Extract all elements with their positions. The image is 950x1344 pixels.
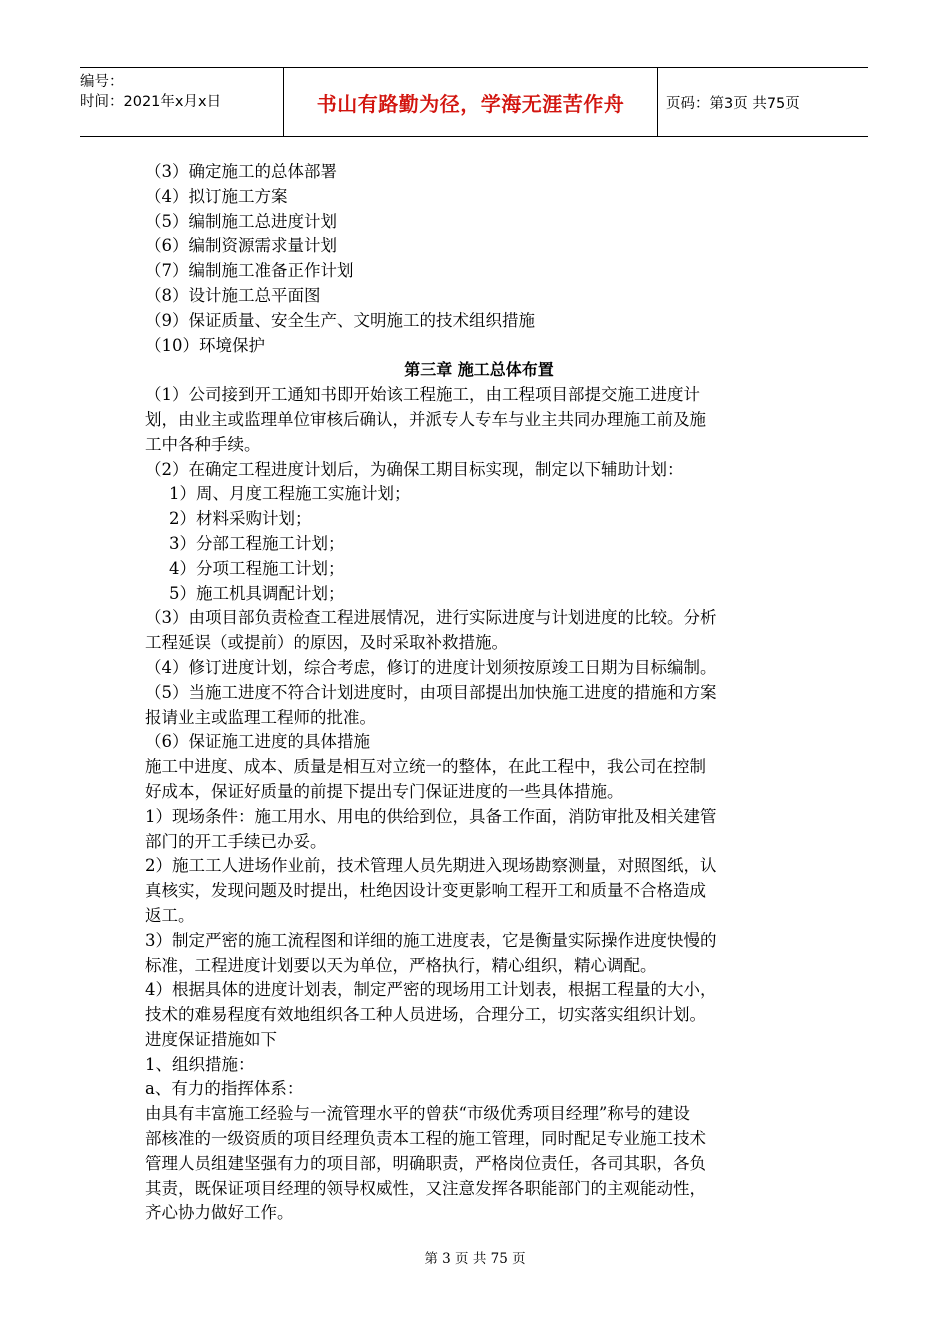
text-line: 部门的开工手续已办妥。 <box>145 831 327 851</box>
text-line: 工中各种手续。 <box>145 434 261 454</box>
text-line: 进度保证措施如下 <box>145 1029 277 1049</box>
text-line: （1）公司接到开工通知书即开始该工程施工，由工程项目部提交施工进度计 <box>145 385 700 405</box>
header-page-info: 页码：第3页 共75页 <box>666 95 800 112</box>
text-line: 1）现场条件：施工用水、用电的供给到位，具备工作面，消防审批及相关建管 <box>145 806 717 826</box>
text-line: （3）由项目部负责检查工程进展情况，进行实际进度与计划进度的比较。分析 <box>145 608 717 628</box>
text-line: （5）当施工进度不符合计划进度时，由项目部提出加快施工进度的措施和方案 <box>145 682 717 702</box>
text-line: （8）设计施工总平面图 <box>145 285 321 305</box>
text-line: （2）在确定工程进度计划后，为确保工期目标实现，制定以下辅助计划： <box>145 459 684 479</box>
text-line: （3）确定施工的总体部署 <box>145 162 337 181</box>
text-line: 齐心协力做好工作。 <box>145 1203 294 1223</box>
text-line: （7）编制施工准备正作计划 <box>145 261 354 281</box>
text-line: 真核实，发现问题及时提出，杜绝因设计变更影响工程开工和质量不合格造成 <box>145 881 706 901</box>
text-line: 3）分部工程施工计划； <box>169 533 345 553</box>
text-line: a、有力的指挥体系： <box>145 1079 304 1099</box>
text-line: 4）分项工程施工计划； <box>169 558 345 578</box>
text-line: 划，由业主或监理单位审核后确认，并派专人专车与业主共同办理施工前及施 <box>145 409 706 429</box>
text-line: 好成本，保证好质量的前提下提出专门保证进度的一些具体措施。 <box>145 781 624 801</box>
page-footer: 第 3 页 共 75 页 <box>424 1251 526 1267</box>
text-line: 5）施工机具调配计划； <box>169 583 345 603</box>
chapter-heading: 第三章 施工总体布置 <box>404 360 554 380</box>
text-line: 返工。 <box>145 905 195 925</box>
text-line: （6）保证施工进度的具体措施 <box>145 732 370 752</box>
text-line: （9）保证质量、安全生产、文明施工的技术组织措施 <box>145 310 535 330</box>
text-line: 其责，既保证项目经理的领导权威性，又注意发挥各职能部门的主观能动性， <box>145 1178 706 1198</box>
text-line: 施工中进度、成本、质量是相互对立统一的整体，在此工程中，我公司在控制 <box>145 757 706 777</box>
text-line: 2）施工工人进场作业前，技术管理人员先期进入现场勘察测量，对照图纸，认 <box>145 856 717 876</box>
text-line: （4）修订进度计划，综合考虑，修订的进度计划须按原竣工日期为目标编制。 <box>145 657 717 677</box>
text-line: 管理人员组建坚强有力的项目部，明确职责，严格岗位责任，各司其职，各负 <box>145 1153 706 1173</box>
header-motto: 书山有路勤为径，学海无涯苦作舟 <box>316 91 625 116</box>
text-line: （10）环境保护 <box>145 335 265 355</box>
text-line: 1）周、月度工程施工实施计划； <box>169 484 411 504</box>
text-line: 3）制定严密的施工流程图和详细的施工进度表，它是衡量实际操作进度快慢的 <box>145 930 717 950</box>
header-motto-cell <box>284 68 658 136</box>
text-line: 由具有丰富施工经验与一流管理水平的曾获“市级优秀项目经理”称号的建设 <box>145 1104 690 1124</box>
text-line: 2）材料采购计划； <box>169 509 312 529</box>
text-line: 1、组织措施： <box>145 1054 255 1074</box>
header-date-label: 时间：2021年x月x日 <box>80 94 222 110</box>
text-line: 报请业主或监理工程师的批准。 <box>145 707 376 727</box>
header-meta <box>80 68 284 136</box>
document-body <box>145 160 813 1226</box>
page-header <box>80 67 868 137</box>
header-number-label: 编号： <box>80 74 124 90</box>
text-line: （5）编制施工总进度计划 <box>145 211 337 231</box>
text-line: 技术的难易程度有效地组织各工种人员进场，合理分工，切实落实组织计划。 <box>145 1005 706 1025</box>
text-line: 部核准的一级资质的项目经理负责本工程的施工管理，同时配足专业施工技术 <box>145 1129 706 1149</box>
text-line: （6）编制资源需求量计划 <box>145 236 337 256</box>
text-line: 标准，工程进度计划要以天为单位，严格执行，精心组织，精心调配。 <box>145 955 657 975</box>
text-line: （4）拟订施工方案 <box>145 186 288 206</box>
text-line: 工程延误（或提前）的原因，及时采取补救措施。 <box>145 633 508 653</box>
text-line: 4）根据具体的进度计划表，制定严密的现场用工计划表，根据工程量的大小， <box>145 980 717 1000</box>
